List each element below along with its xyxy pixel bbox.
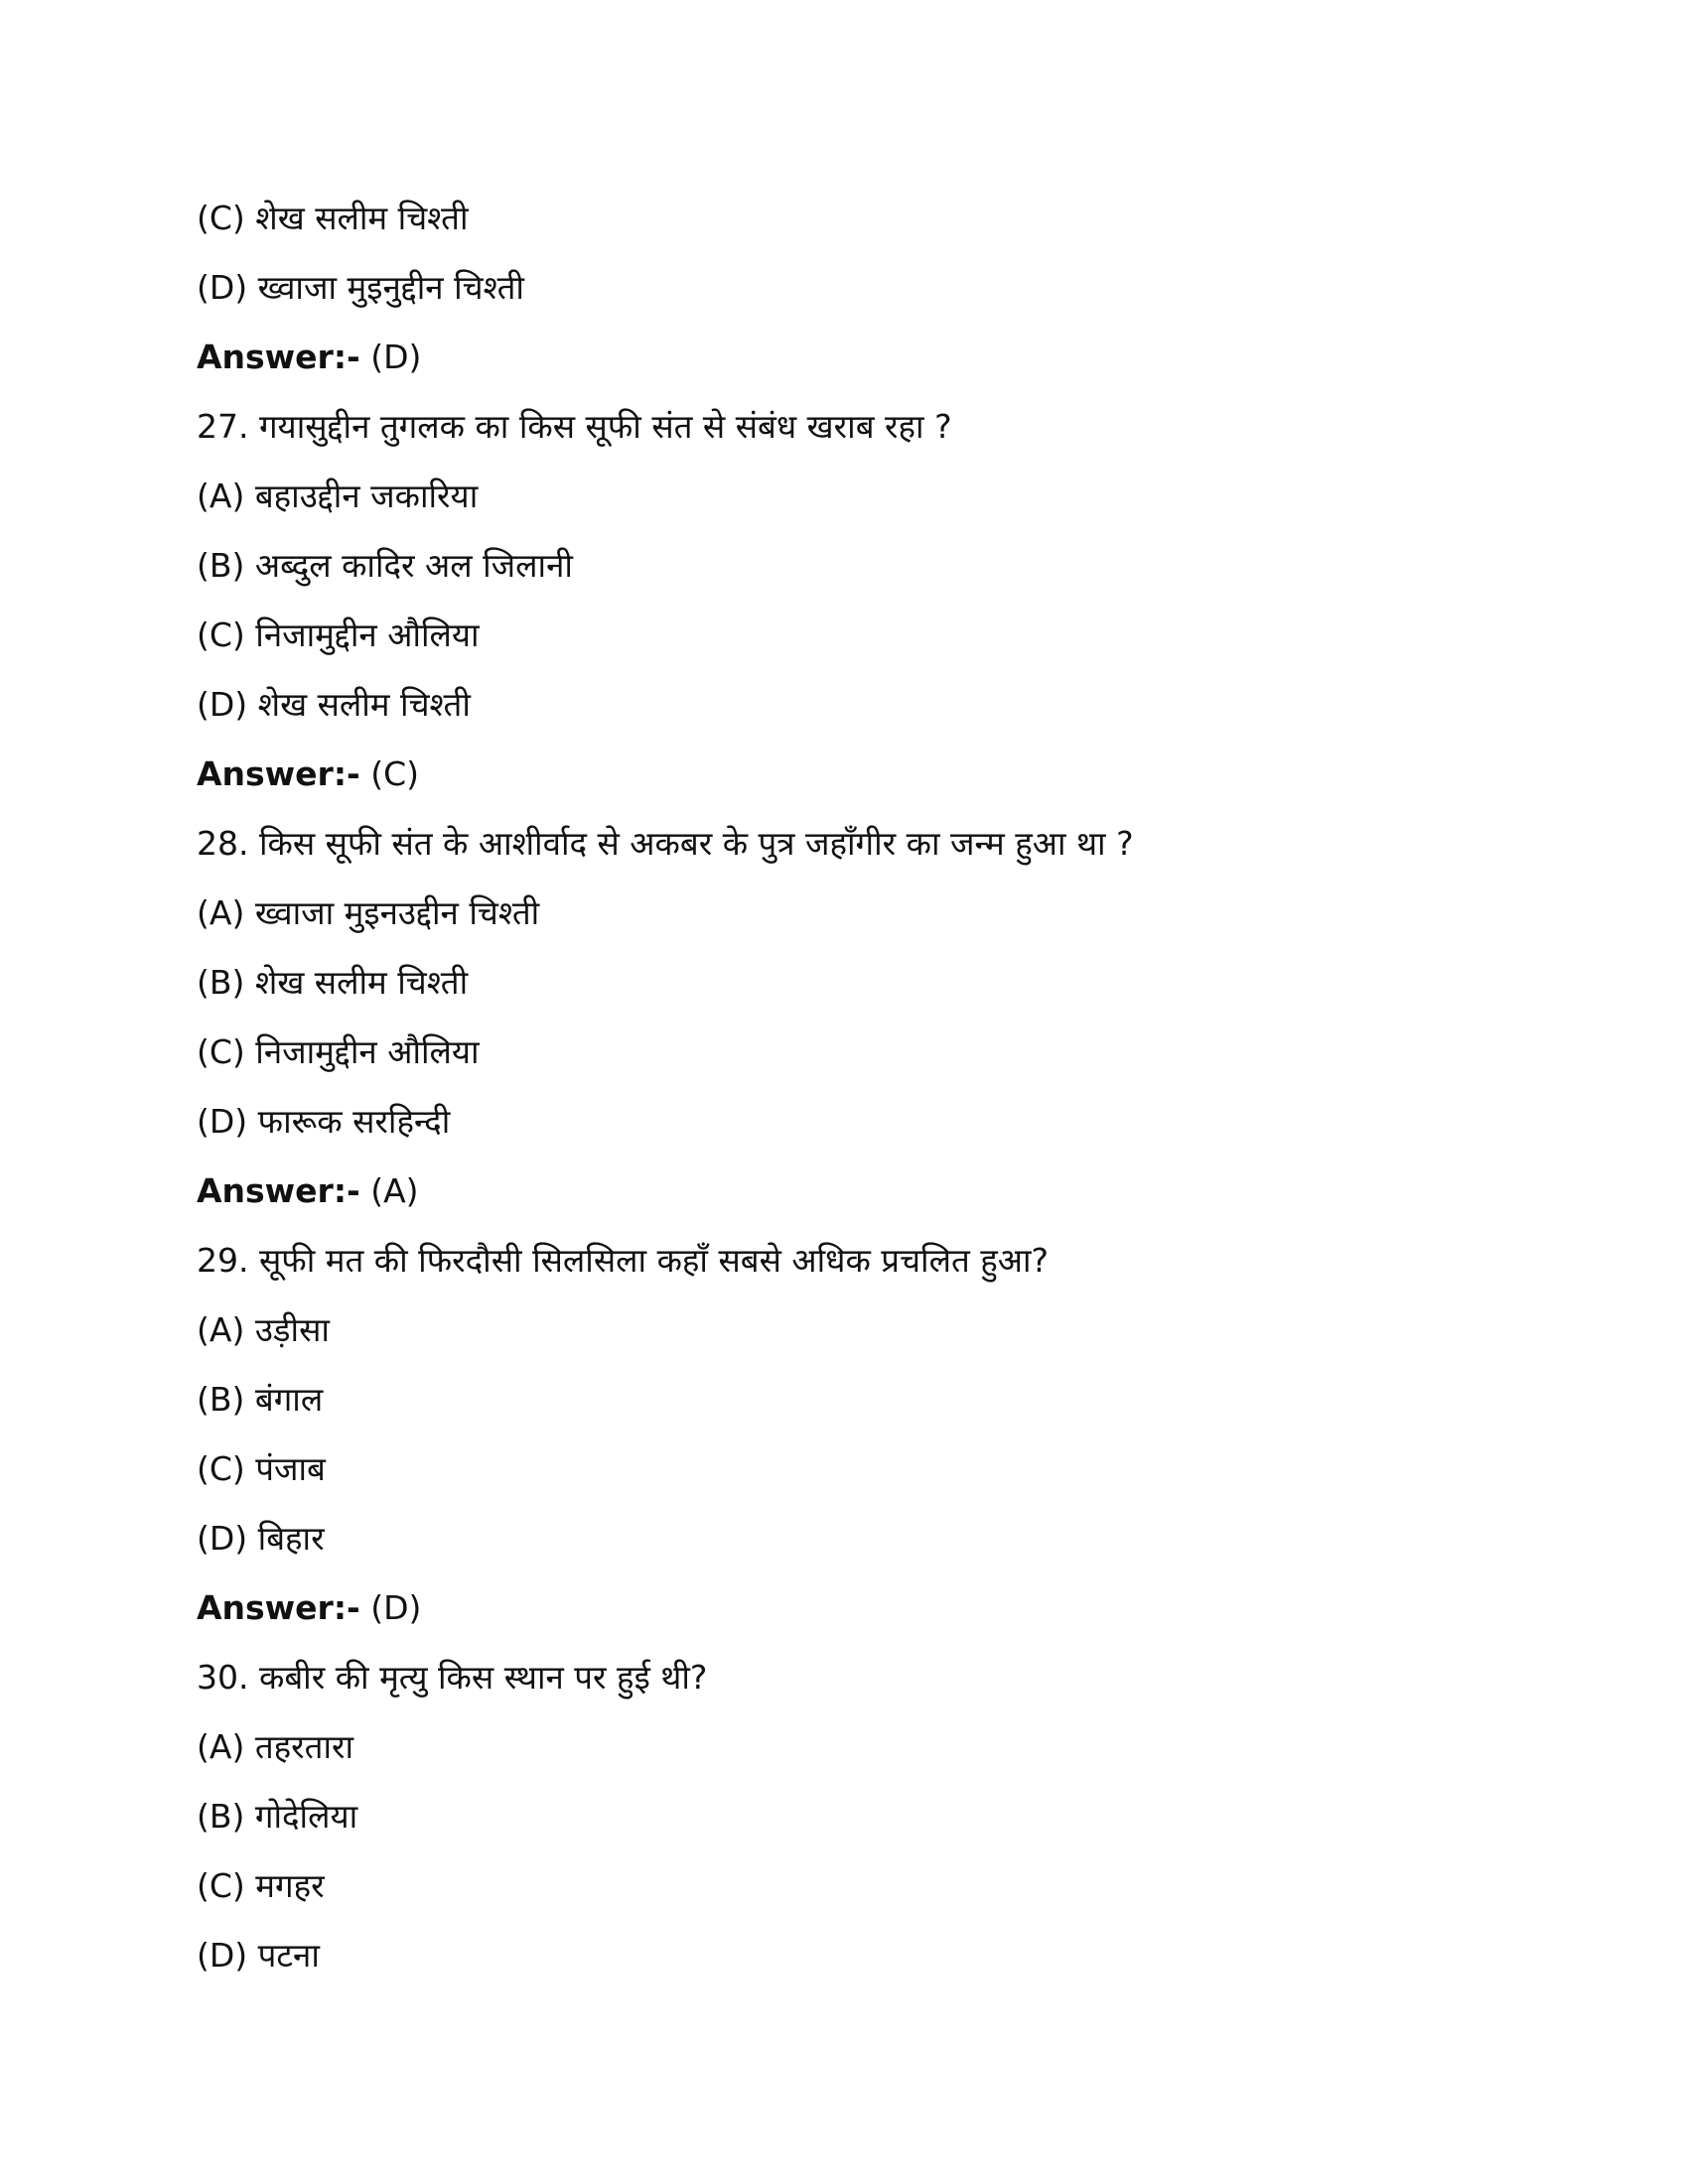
option-text: (D) फारूक सरहिन्दी: [197, 1102, 451, 1141]
option-text: (C) निजामुद्दीन औलिया: [197, 615, 480, 654]
question-text: 28. किस सूफी संत के आशीर्वाद से अकबर के पुत्र जहाँगीर का जन्म हुआ था ?: [197, 824, 1134, 863]
answer-line: [197, 323, 1587, 392]
option-text: (B) शेख सलीम चिश्ती: [197, 963, 469, 1002]
option-text: (A) तहरतारा: [197, 1727, 354, 1766]
option-text: (D) पटना: [197, 1936, 320, 1975]
answer-line: [197, 740, 1587, 809]
answer-label: Answer:-: [197, 1171, 360, 1210]
question-text: 27. गयासुद्दीन तुगलक का किस सूफी संत से संबंध खराब रहा ?: [197, 407, 952, 446]
answer-label: Answer:-: [197, 1588, 360, 1627]
option-text: (C) निजामुद्दीन औलिया: [197, 1032, 480, 1071]
answer-label: Answer:-: [197, 338, 360, 376]
option-text: (C) पंजाब: [197, 1449, 326, 1488]
question-text: 30. कबीर की मृत्यु किस स्थान पर हुई थी?: [197, 1658, 708, 1697]
option-text: (B) अब्दुल कादिर अल जिलानी: [197, 546, 573, 585]
answer-label: Answer:-: [197, 754, 360, 793]
question-text: 29. सूफी मत की फिरदौसी सिलसिला कहाँ सबसे अधिक प्रचलित हुआ?: [197, 1241, 1050, 1280]
quiz-content: [197, 184, 1587, 1990]
option-text: (A) ख्वाजा मुइनउद्दीन चिश्ती: [197, 893, 540, 932]
answer-value: (C): [359, 754, 419, 793]
answer-value: (D): [359, 338, 422, 376]
option-text: (D) शेख सलीम चिश्ती: [197, 685, 471, 724]
option-text: (B) बंगाल: [197, 1380, 324, 1419]
option-text: (A) उड़ीसा: [197, 1310, 330, 1349]
option-text: (D) ख्वाजा मुइनुद्दीन चिश्ती: [197, 268, 524, 307]
option-text: (B) गोदेलिया: [197, 1797, 358, 1836]
answer-value: (D): [359, 1588, 422, 1627]
answer-line: [197, 1573, 1587, 1643]
answer-value: (A): [359, 1171, 419, 1210]
option-text: (D) बिहार: [197, 1519, 325, 1558]
option-text: (C) मगहर: [197, 1866, 325, 1905]
option-text: (C) शेख सलीम चिश्ती: [197, 199, 469, 237]
option-text: (A) बहाउद्दीन जकारिया: [197, 477, 479, 515]
answer-line: [197, 1157, 1587, 1226]
